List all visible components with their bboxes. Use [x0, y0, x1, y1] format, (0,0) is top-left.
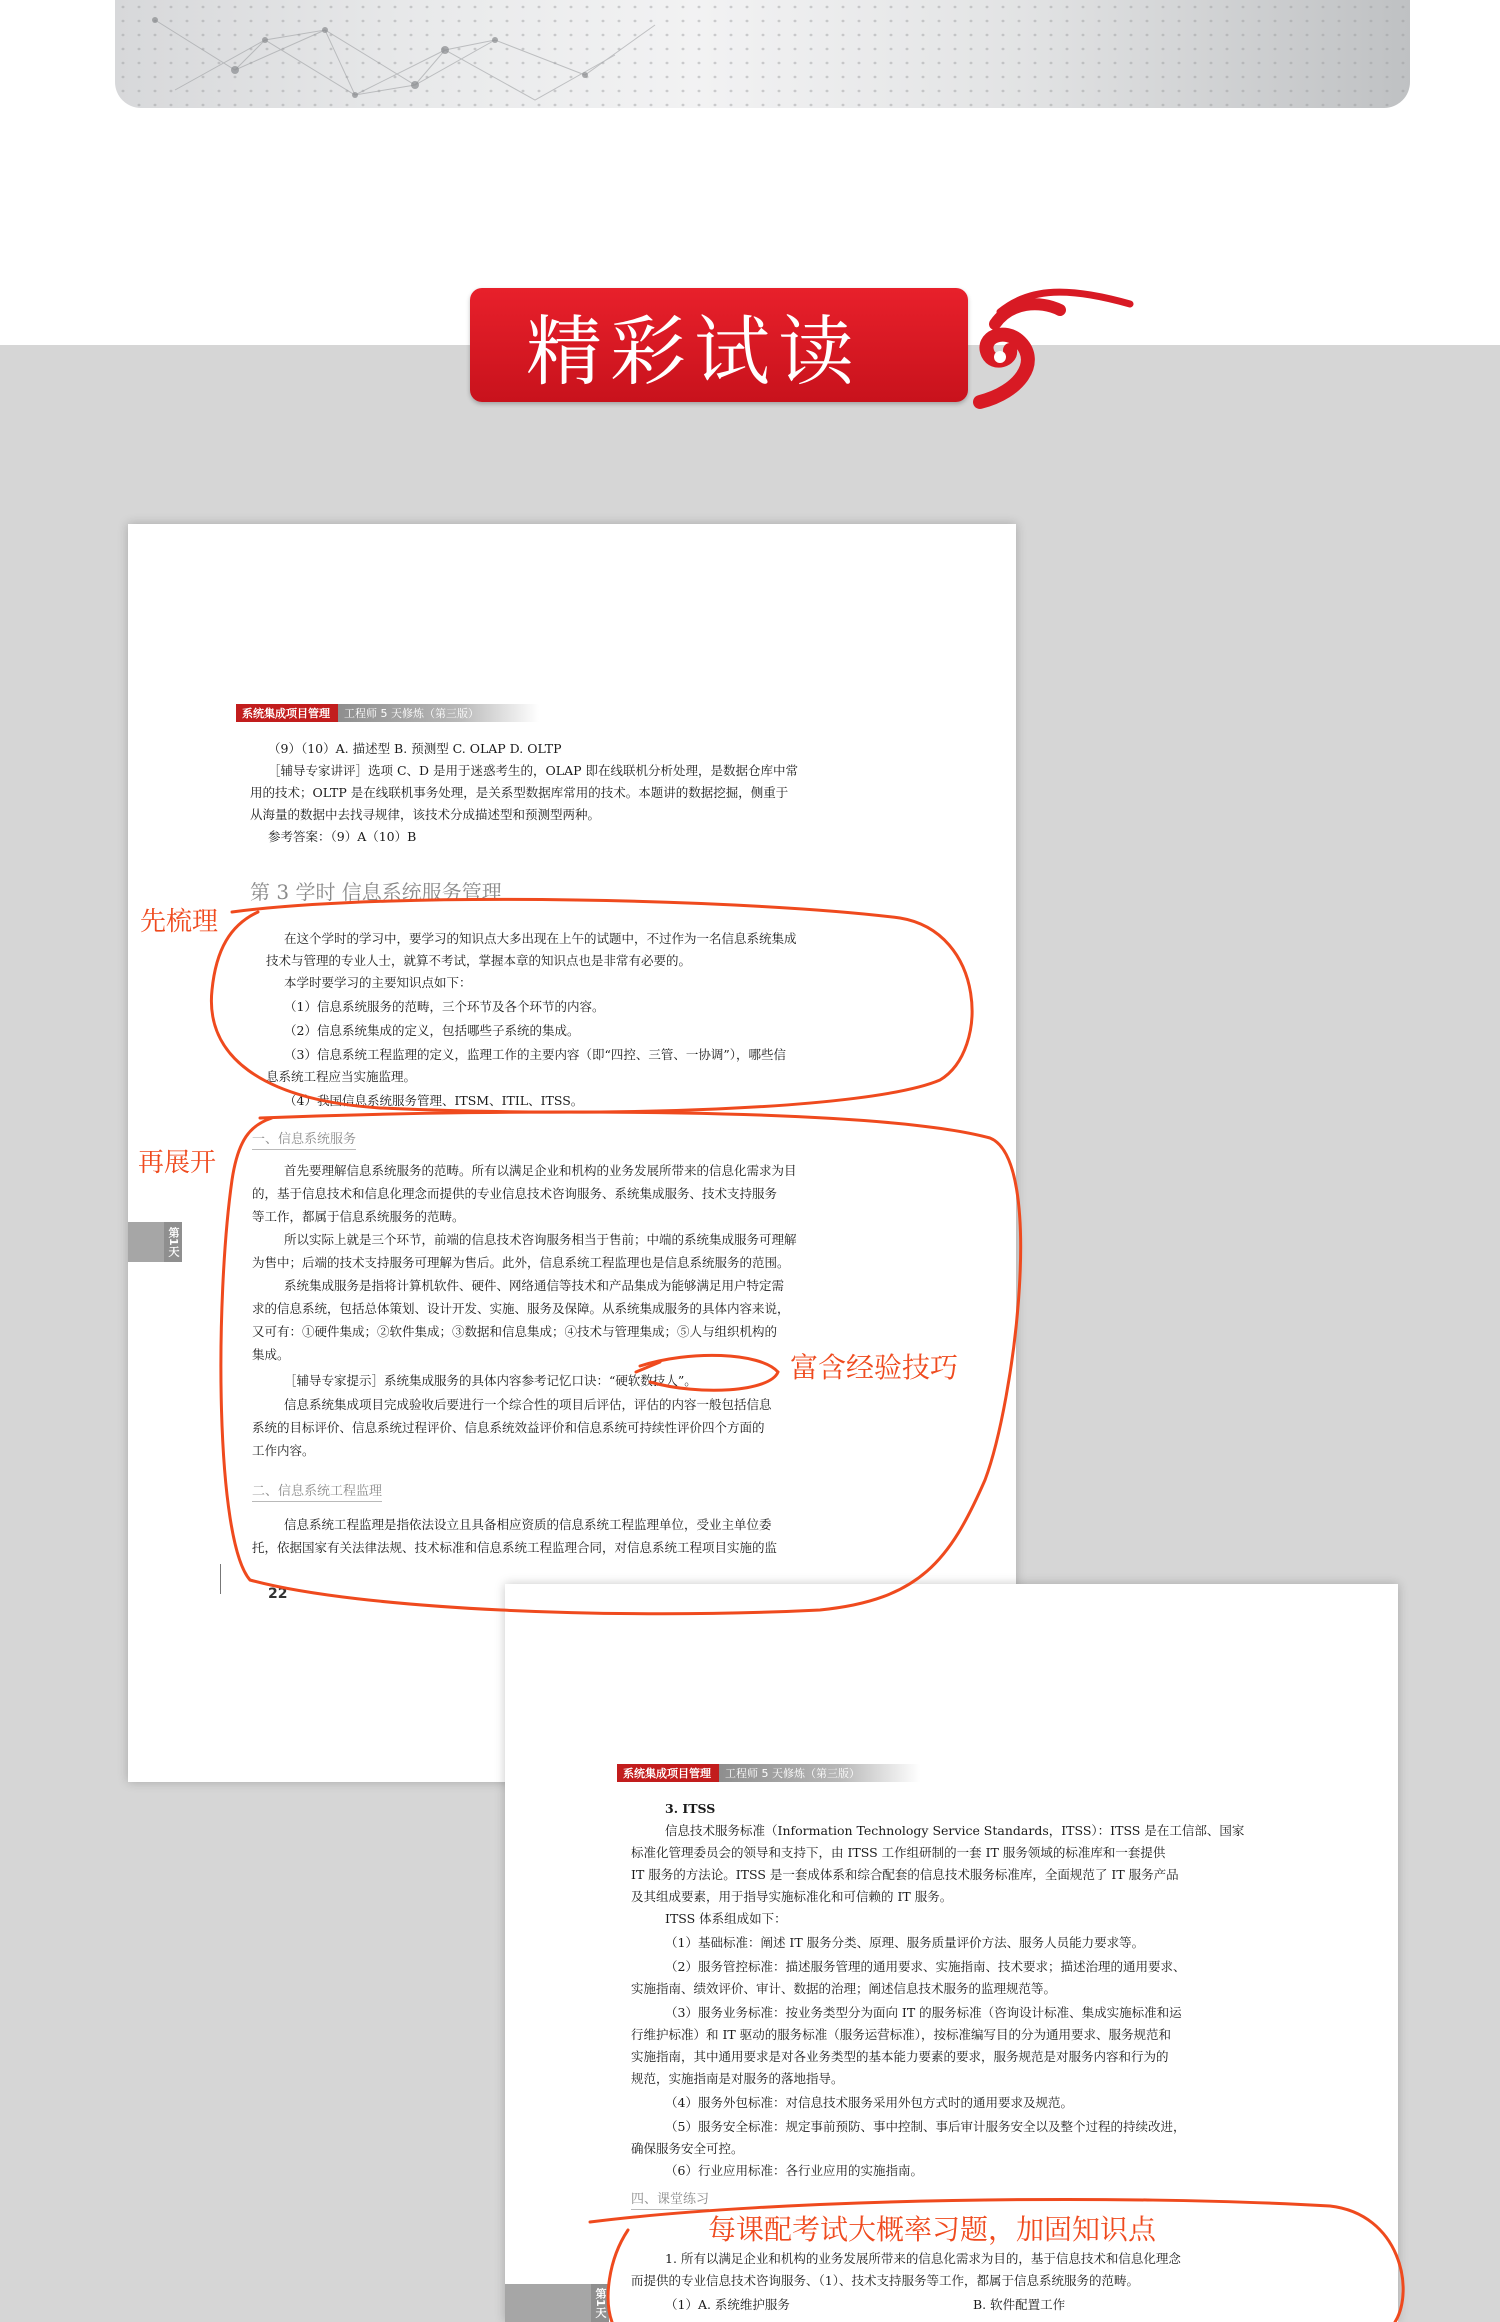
text-line: （1）基础标准：阐述 IT 服务分类、原理、服务质量评价方法、服务人员能力要求等。: [665, 1935, 1145, 1950]
intro-line: （3）信息系统工程监理的定义，监理工作的主要内容（即“四控、三管、一协调”），哪些信: [284, 1047, 786, 1062]
section-title: 第 3 学时 信息系统服务管理: [250, 880, 502, 904]
expert-tip-line: ［辅导专家提示］系统集成服务的具体内容参考记忆口诀：“硬软数技人”。: [284, 1373, 697, 1388]
intro-line: 本学时要学习的主要知识点如下：: [284, 975, 472, 990]
text-line: 从海量的数据中去找寻规律，该技术分成描述型和预测型两种。: [250, 807, 601, 822]
intro-line: （2）信息系统集成的定义，包括哪些子系统的集成。: [284, 1023, 580, 1038]
text-line: IT 服务的方法论。ITSS 是一套成体系和综合配套的信息技术服务标准库，全面规范了 IT 服务产品: [631, 1867, 1179, 1882]
body-line: 工作内容。: [252, 1443, 315, 1458]
running-head-edition: 工程师 5 天修炼（第三版）: [719, 1764, 920, 1782]
running-head: [236, 702, 539, 724]
text-line: 及其组成要素，用于指导实施标准化和可信赖的 IT 服务。: [631, 1889, 953, 1904]
heading-title: 精彩试读: [526, 306, 862, 396]
running-head: [617, 1762, 920, 1784]
subsection-title: 二、信息系统工程监理: [252, 1480, 382, 1502]
body-line: 信息系统集成项目完成验收后要进行一个综合性的项目后评估，评估的内容一般包括信息: [284, 1397, 772, 1412]
text-line: 行维护标准）和 IT 驱动的服务标准（服务运营标准），按标准编写目的分为通用要求、服务规范和: [631, 2027, 1171, 2042]
text-line: 规范，实施指南是对服务的落地指导。: [631, 2071, 844, 2086]
section-heading: 3. ITSS: [665, 1801, 716, 1816]
body-line: 信息系统工程监理是指依法设立且具备相应资质的信息系统工程监理单位，受业主单位委: [284, 1517, 772, 1532]
body-line: 集成。: [252, 1347, 290, 1362]
side-tab-bar: [128, 1222, 164, 1262]
body-line: 所以实际上就是三个环节，前端的信息技术咨询服务相当于售前；中端的系统集成服务可理解: [284, 1232, 797, 1247]
banner-network-graphic: [115, 0, 1410, 108]
body-line: 首先要理解信息系统服务的范畴。所有以满足企业和机构的业务发展所带来的信息化需求为目: [284, 1163, 797, 1178]
intro-line: （1）信息系统服务的范畴，三个环节及各个环节的内容。: [284, 999, 605, 1014]
text-line: 确保服务安全可控。: [631, 2141, 744, 2156]
side-day-tab: 第1天: [164, 1222, 182, 1262]
text-line: 标准化管理委员会的领导和支持下，由 ITSS 工作组研制的一套 IT 服务领域的标准库和一套提供: [631, 1845, 1166, 1860]
text-line: ［辅导专家讲评］选项 C、D 是用于迷惑考生的，OLAP 即在线联机分析处理，是数据仓库中常: [268, 763, 798, 778]
intro-line: （4）我国信息系统服务管理、ITSM、ITIL、ITSS。: [284, 1093, 584, 1108]
body-line: 又可有：①硬件集成；②软件集成；③数据和信息集成；④技术与管理集成；⑤人与组织机构的: [252, 1324, 778, 1339]
exercise-option-b: B. 软件配置工作: [973, 2297, 1066, 2312]
body-line: 等工作，都属于信息系统服务的范畴。: [252, 1209, 465, 1224]
text-line: 实施指南，其中通用要求是对各业务类型的基本能力要素的要求，服务规范是对服务内容和行为的: [631, 2049, 1169, 2064]
running-head-book-title: 系统集成项目管理: [617, 1764, 719, 1782]
question-options: （9）（10）A. 描述型 B. 预测型 C. OLAP D. OLTP: [268, 741, 562, 756]
text-line: （5）服务安全标准：规定事前预防、事中控制、事后审计服务安全以及整个过程的持续改进，: [665, 2119, 1186, 2134]
exercise-line: 1. 所有以满足企业和机构的业务发展所带来的信息化需求为目的，基于信息技术和信息化理念: [665, 2251, 1181, 2266]
page-rule: [220, 1564, 221, 1594]
intro-line: 在这个学时的学习中，要学习的知识点大多出现在上午的试题中，不过作为一名信息系统集成: [284, 931, 797, 946]
text-line: 信息技术服务标准（Information Technology Service Standards，ITSS）：ITSS 是在工信部、国家: [665, 1823, 1245, 1838]
subsection-title: 一、信息系统服务: [252, 1128, 356, 1150]
body-line: 求的信息系统，包括总体策划、设计开发、实施、服务及保障。从系统集成服务的具体内容来说，: [252, 1301, 790, 1316]
page-number: 22: [268, 1586, 288, 1602]
annotation-then-expand: 再展开: [138, 1148, 217, 1178]
annotation-exercises: 每课配考试大概率习题，加固知识点: [708, 2213, 1157, 2246]
text-line: ITSS 体系组成如下：: [665, 1911, 787, 1926]
text-line: （6）行业应用标准：各行业应用的实施指南。: [665, 2163, 923, 2178]
top-decorative-banner: [115, 0, 1410, 108]
text-line: （4）服务外包标准：对信息技术服务采用外包方式时的通用要求及规范。: [665, 2095, 1073, 2110]
running-head-book-title: 系统集成项目管理: [236, 704, 338, 722]
annotation-first-sort: 先梳理: [140, 907, 219, 937]
body-line: 托，依据国家有关法律法规、技术标准和信息系统工程监理合同，对信息系统工程项目实施的监: [252, 1540, 778, 1555]
heading-badge: [470, 288, 968, 402]
body-line: 为售中；后端的技术支持服务可理解为售后。此外，信息系统工程监理也是信息系统服务的范围。: [252, 1255, 790, 1270]
text-line: 用的技术；OLTP 是在线联机事务处理，是关系型数据库常用的技术。本题讲的数据挖掘，侧重于: [250, 785, 789, 800]
cloud-swirl-icon: [960, 282, 1140, 412]
body-line: 的，基于信息技术和信息化理念而提供的专业信息技术咨询服务、系统集成服务、技术支持服务: [252, 1186, 778, 1201]
exercise-line: 而提供的专业信息技术咨询服务、（1）、技术支持服务等工作，都属于信息系统服务的范畴。: [631, 2273, 1139, 2288]
intro-line: 息系统工程应当实施监理。: [266, 1069, 417, 1084]
running-head-edition: 工程师 5 天修炼（第三版）: [338, 704, 539, 722]
text-line: （3）服务业务标准：按业务类型分为面向 IT 的服务标准（咨询设计标准、集成实施标准和运: [665, 2005, 1182, 2020]
intro-line: 技术与管理的专业人士，就算不考试，掌握本章的知识点也是非常有必要的。: [266, 953, 692, 968]
side-day-tab: 第1天: [591, 2284, 609, 2322]
text-line: （2）服务管控标准：描述服务管理的通用要求、实施指南、技术要求；描述治理的通用要求、: [665, 1959, 1186, 1974]
text-line: 实施指南、绩效评价、审计、数据的治理；阐述信息技术服务的监理规范等。: [631, 1981, 1057, 1996]
exercise-option-a: （1）A. 系统维护服务: [665, 2297, 790, 2312]
answer-line: 参考答案：（9）A（10）B: [268, 829, 417, 844]
annotation-rich-tips: 富含经验技巧: [790, 1351, 959, 1384]
side-tab-bar: [505, 2284, 591, 2322]
subsection-title: 四、课堂练习: [631, 2188, 709, 2210]
body-line: 系统的目标评价、信息系统过程评价、信息系统效益评价和信息系统可持续性评价四个方面的: [252, 1420, 765, 1435]
body-line: 系统集成服务是指将计算机软件、硬件、网络通信等技术和产品集成为能够满足用户特定需: [284, 1278, 785, 1293]
